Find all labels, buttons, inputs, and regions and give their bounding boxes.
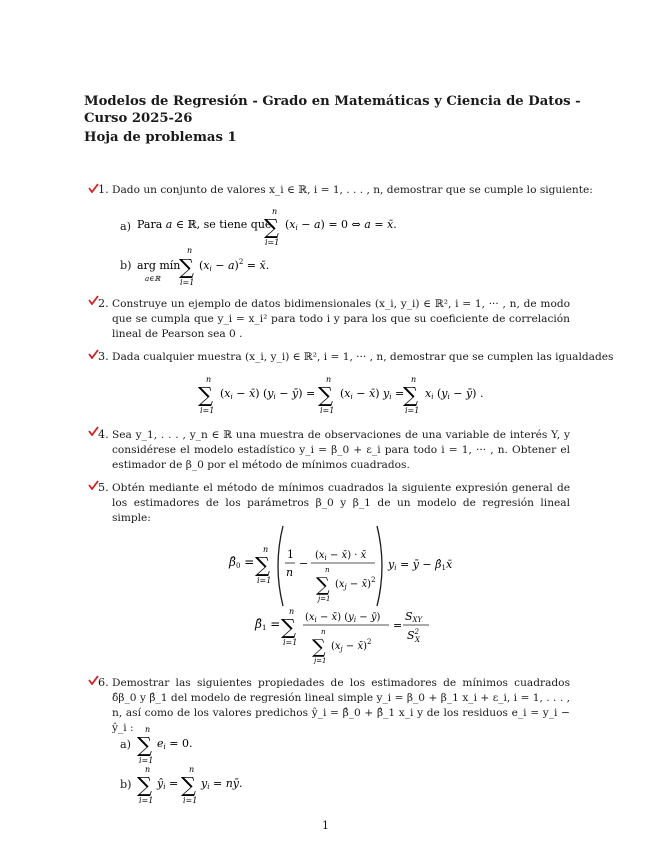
svg-text:(xj − x̄)2: ($x_j$ − x̄)$^2$ [331,638,372,653]
svg-text:(xi − x̄) (yi − ȳ): ($x_i$ − x̄) ($y_i$ − ȳ) [305,612,381,624]
item-label: b) [120,778,132,791]
svg-text:n: n [321,628,326,636]
svg-text:β̂0 =: β̂0 = [229,555,255,570]
svg-text:j=1: j=1 [318,595,331,603]
svg-text:a∈ℝ: a∈ℝ [145,275,161,283]
svg-text:(xi − a) = 0 ⇔ a = x̄.: (xi − a) = 0 ⇔ a = x̄. [285,218,397,232]
svg-text:i=1: i=1 [405,406,420,415]
svg-text:∑: ∑ [403,383,418,407]
svg-text:i=1: i=1 [200,406,215,415]
svg-text:i=1: i=1 [180,278,195,287]
problem-number: 6. [98,676,109,689]
svg-text:i=1: i=1 [265,238,280,247]
svg-text:n: n [286,566,294,579]
problem-6-text: Demostrar las siguientes propiedades de los estimadores de mínimos cuadrados δ̂β_0 y β̂_1 del modelo de regresión lineal simple y_i = β_0 + β_1 x_i + ε_i, i = 1, . . . , n, así como de los valores predichos ŷ_i = β̂_0 + β̂_1 x_i y de los residuos e_i = y_i − ŷ_i : [112,677,570,734]
item-label: b) [120,259,132,272]
svg-text:∑: ∑ [198,383,213,407]
equation-6b [137,762,287,806]
svg-text:S2X: $S^2$ X [407,628,420,644]
svg-text:n: n [187,246,193,255]
equation-1b [137,243,297,289]
svg-text:∑: ∑ [181,773,196,797]
svg-text:arg mín: arg mín [137,259,181,272]
svg-text:∑: ∑ [264,215,279,239]
page-number: 1 [322,819,329,832]
sheet-subtitle: Hoja de problemas 1 [84,130,237,145]
svg-text:n: n [145,765,151,774]
svg-text:ei = 0.: ei = 0. [157,737,193,751]
svg-text:=: = [393,619,403,632]
problem-number: 1. [98,183,109,196]
svg-text:n: n [289,607,295,616]
problem-number: 5. [98,481,109,494]
svg-text:(xi − x̄) yi =: (xi − x̄) yi = [340,387,405,401]
problem-2-text: Construye un ejemplo de datos bidimensionales (x_i, y_i) ∈ ℝ², i = 1, ··· , n, de modo que se cumpla que y_i = x_i² para todo i y para los que su coeficiente de correlación lineal de Pearson sea 0 . [112,298,570,340]
svg-text:j=1: j=1 [314,657,327,664]
svg-text:n: n [206,375,212,384]
svg-text:Para a ∈ ℝ, se tiene que: Para a ∈ ℝ, se tiene que [137,218,272,231]
equation-3 [198,372,498,416]
svg-text:n: n [189,765,195,774]
svg-text:(xj − x̄)2: ($x_j$ − x̄)$^2$ [335,576,376,591]
svg-text:i=1: i=1 [257,576,272,585]
svg-text:∑: ∑ [281,615,296,639]
svg-text:n: n [325,566,330,574]
svg-text:i=1: i=1 [139,796,154,805]
svg-text:i=1: i=1 [283,638,298,647]
svg-text:ŷi =: ŷi = [157,777,179,791]
svg-text:(xi − a)2 = x̄.: (xi − a)$^2$ = x̄. [199,258,270,273]
svg-text:n: n [411,375,417,384]
svg-text:yi = ȳ − β̂1x̄: yi = ȳ − β̂1x̄ [388,558,453,572]
equation-5 [225,522,465,664]
item-label: a) [120,738,132,751]
svg-text:∑: ∑ [312,636,326,658]
equation-6a [137,722,217,766]
problem-1-text: Dado un conjunto de valores x_i ∈ ℝ, i = 1, . . . , n, demostrar que se cumple lo siguiente: [112,184,593,196]
svg-text:n: n [326,375,332,384]
svg-text:∑: ∑ [255,553,270,577]
svg-text:∑: ∑ [137,733,152,757]
svg-text:∑: ∑ [137,773,152,797]
svg-text:n: n [145,725,151,734]
svg-text:1: 1 [287,548,294,561]
svg-text:i=1: i=1 [139,756,154,765]
svg-text:SXY: SXY [405,610,423,624]
svg-text:yi = nȳ.: yi = nȳ. [201,777,243,791]
problem-4-text: Sea y_1, . . . , y_n ∈ ℝ una muestra de observaciones de una variable de interés Y, y considérese el modelo estadístico y_i = β_0 + ε_i para todo i = 1, ··· , n. Obtener el estimador de β_0 por el método de mínimos cuadrados. [112,429,570,471]
problem-3-text: Dada cualquier muestra (x_i, y_i) ∈ ℝ², i = 1, ··· , n, demostrar que se cumplen las igualdades [112,351,614,363]
svg-text:(xi − x̄) · x̄: ($x_i$ − x̄) · x̄ [315,550,367,562]
svg-text:∑: ∑ [179,255,194,279]
page-title: Modelos de Regresión - Grado en Matemáticas y Ciencia de Datos - Curso 2025-26 [84,94,581,126]
svg-text:(xi − x̄) (yi − ȳ) =: (xi − x̄) (yi − ȳ) = [220,387,316,401]
item-label: a) [120,220,132,233]
svg-text:∑: ∑ [318,383,333,407]
svg-text:n: n [272,207,278,216]
svg-text:−: − [299,557,309,570]
svg-text:β̂1 =: β̂1 = [255,617,281,632]
problem-number: 2. [98,297,109,310]
svg-text:i=1: i=1 [320,406,335,415]
svg-text:n: n [263,545,269,554]
problem-number: 4. [98,428,109,441]
problem-number: 3. [98,350,109,363]
problem-5-text: Obtén mediante el método de mínimos cuadrados la siguiente expresión general de los estimadores de los parámetros β_0 y β_1 de un modelo de regresión lineal simple: [112,482,570,524]
svg-text:i=1: i=1 [183,796,198,805]
svg-text:∑: ∑ [316,574,330,596]
svg-text:xi (yi − ȳ) .: xi (yi − ȳ) . [425,387,484,401]
